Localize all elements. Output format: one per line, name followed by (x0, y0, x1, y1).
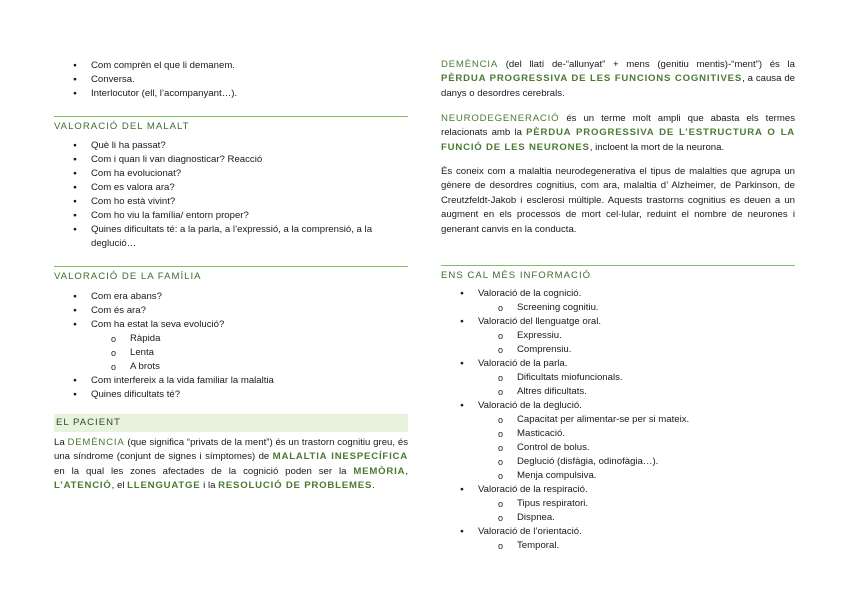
sub-list-item: o Comprensiu. (441, 343, 795, 357)
malalt-list (54, 139, 408, 251)
dementia-definition (441, 58, 795, 101)
list-item: ● Com ho viu la família/ entorn proper? (54, 209, 408, 223)
familia-list (54, 290, 408, 402)
sub-list-item: o Ràpida (54, 332, 408, 346)
neurodegeneration-definition (441, 112, 795, 155)
sub-list-item: o Tipus respiratori. (441, 497, 795, 511)
section-heading-familia: VALORACIÓ DE LA FAMÍLIA (54, 266, 408, 284)
sub-list-item: o Dificultats miofuncionals. (441, 371, 795, 385)
term: DEMÈNCIA (67, 437, 125, 448)
text: . (372, 480, 375, 492)
sub-list-item: o Capacitat per alimentar-se per si mateix. (441, 413, 795, 427)
text: (que significa “privats de la ment”) és un trastorn cognitiu greu, és una síndrome (conjunt de signes i símptomes) de (54, 437, 408, 463)
neurodegenerative-paragraph: És coneix com a malaltia neurodegenerativa el tipus de malalties que agrupa un gènere de desordres cognitius, com ara, malaltia d’ Alzheimer, de Parkinson, de Creutzfeldt-Jakob i esclerosi múltiple. Aquests trastorns cognitius es deuen a un augment en els processos de mort cel·lular, reduint el nombre de neurones i generant canvis en la conducta. (441, 166, 795, 235)
term: MEMÒRIA (353, 465, 406, 477)
text: La (54, 437, 68, 448)
sub-list-item: o Lenta (54, 346, 408, 360)
sub-list-item: o Altres dificultats. (441, 385, 795, 399)
list-item: ● Com i quan li van diagnosticar? Reacció (54, 153, 408, 167)
list-item: ● Valoració de la parla. (441, 357, 795, 371)
intro-list (54, 59, 408, 101)
text: i la (200, 480, 219, 492)
list-item: ● Valoració de l’orientació. (441, 525, 795, 539)
list-item: ● Com ha estat la seva evolució? (54, 318, 408, 332)
list-item: ● Valoració del llenguatge oral. (441, 315, 795, 329)
text: , (405, 465, 408, 477)
list-item: ● Com interfereix a la vida familiar la malaltia (54, 374, 408, 388)
term: L’ATENCIÓ (54, 480, 112, 492)
sub-list-item: o Masticació. (441, 427, 795, 441)
pacient-paragraph (54, 436, 408, 494)
text: , el (111, 480, 128, 492)
list-item: ● Conversa. (54, 73, 408, 87)
sub-list-item: o Dispnea. (441, 511, 795, 525)
list-item: ● Interlocutor (ell, l’acompanyant…). (54, 87, 408, 101)
text: és un terme molt ampli que abasta els termes relacionats amb la (441, 113, 795, 139)
term: RESOLUCIÓ DE PROBLEMES (218, 480, 373, 492)
list-item: ● Quines dificultats té: a la parla, a l’expressió, a la comprensió, a la deglució… (54, 223, 408, 251)
list-item: ● Valoració de la respiració. (441, 483, 795, 497)
list-item: ● Com comprèn el que li demanem. (54, 59, 408, 73)
section-heading-malalt: VALORACIÓ DEL MALALT (54, 116, 408, 134)
section-heading-pacient: EL PACIENT (54, 414, 408, 432)
term: LLENGUATGE (127, 480, 201, 492)
list-item: ● Quines dificultats té? (54, 388, 408, 402)
term: NEURODEGENERACIÓ (441, 113, 560, 124)
list-item: ● Com ha evolucionat? (54, 167, 408, 181)
list-item: ● Valoració de la deglució. (441, 399, 795, 413)
sub-list-item: o Screening cognitiu. (441, 301, 795, 315)
list-item: ● Com ho està vivint? (54, 195, 408, 209)
term: PÈRDUA PROGRESSIVA DE L’ESTRUCTURA O LA FUNCIÓ DE LES NEURONES (441, 127, 795, 153)
term: DEMÈNCIA (441, 59, 499, 70)
sub-list-item: o A brots (54, 360, 408, 374)
text: en la qual les zones afectades de la cognició poden ser la (54, 465, 354, 477)
list-item: ● Què li ha passat? (54, 139, 408, 153)
sub-list-item: o Control de bolus. (441, 441, 795, 455)
sub-list-item: o Deglució (disfàgia, odinofàgia…). (441, 455, 795, 469)
section-heading-info: ENS CAL MÉS INFORMACIÓ (441, 265, 795, 283)
info-list (441, 287, 795, 553)
list-item: ● Com es valora ara? (54, 181, 408, 195)
list-item: ● Com era abans? (54, 290, 408, 304)
text: , incloent la mort de la neurona. (589, 141, 725, 153)
text: , a causa de danys o desordres cerebrals. (441, 73, 795, 99)
term: PÈRDUA PROGRESSIVA DE LES FUNCIONS COGNITIVES (441, 73, 743, 85)
sub-list-item: o Expressiu. (441, 329, 795, 343)
text: (del llatí de-“allunyat” + mens (genitiu mentis)-“ment”) és la (498, 59, 795, 70)
list-item: ● Com és ara? (54, 304, 408, 318)
list-item: ● Valoració de la cognició. (441, 287, 795, 301)
term: MALALTIA INESPECÍFICA (272, 451, 408, 463)
sub-list-item: o Temporal. (441, 539, 795, 553)
sub-list-item: o Menja compulsiva. (441, 469, 795, 483)
